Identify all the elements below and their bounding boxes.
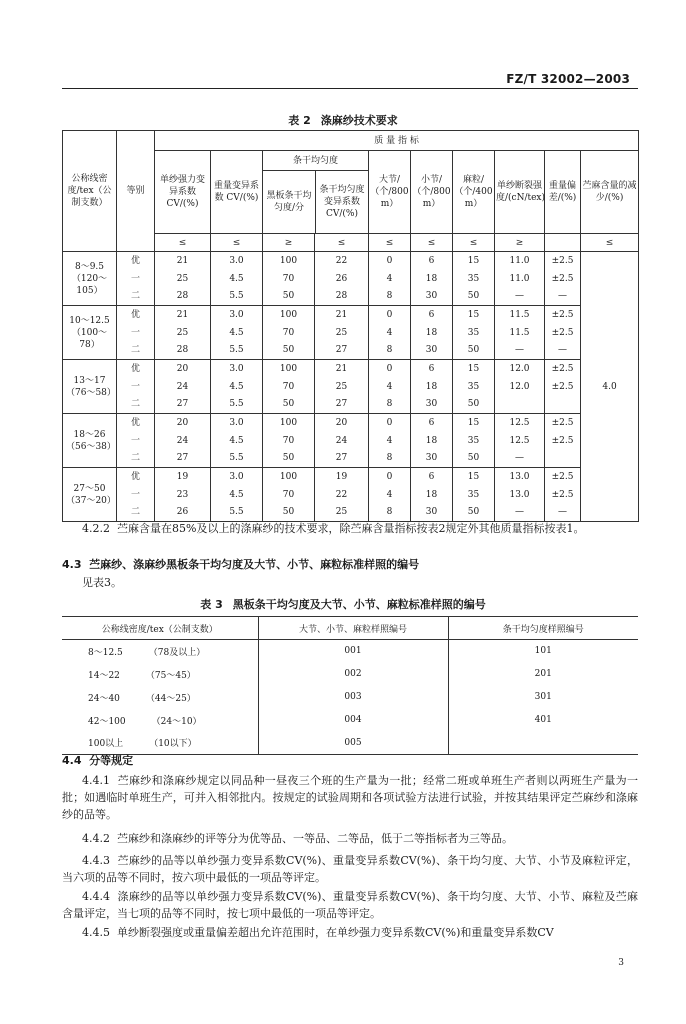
table3-density: 42～100 [88, 716, 126, 727]
table3-body [62, 640, 638, 755]
table2-limit: ≤ [315, 234, 369, 252]
table2-value-cell: — [545, 342, 581, 360]
table2-value-cell: 15 [453, 468, 495, 486]
table2-value-cell: 5.5 [211, 504, 263, 522]
table3-metric-count: （75～45） [145, 670, 196, 681]
table2-value-cell: 70 [263, 486, 315, 504]
para-text: 苎麻纱和涤麻纱的评等分为优等品、一等品、二等品，低于二等指标者为三等品。 [117, 832, 513, 845]
table2-value-cell: 12.0 [495, 360, 545, 378]
table2-value-cell: 8 [369, 504, 411, 522]
table3-density-cell [62, 709, 258, 732]
table2-value-cell: 100 [263, 252, 315, 270]
table2-value-cell: 27 [315, 342, 369, 360]
table3 [62, 616, 638, 755]
table2-value-cell: 20 [315, 414, 369, 432]
see-table3: 见表3。 [82, 576, 122, 589]
para-4-4-4 [62, 888, 638, 922]
table2-value-cell: 26 [315, 270, 369, 288]
table2-value-cell: 21 [155, 252, 211, 270]
table2-value-cell: 12.0 [495, 378, 545, 396]
table2-value-cell: 22 [315, 252, 369, 270]
table3-metric-count: （10以下） [149, 739, 197, 750]
table2-value-cell: 0 [369, 414, 411, 432]
table2-grade-cell: 一 [117, 432, 155, 450]
table2-value-cell: 28 [155, 288, 211, 306]
para-text: 涤麻纱的品等以单纱强力变异系数CV(%)、重量变异系数CV(%)、条干均匀度、大节、小节、麻粒及苎麻含量评定，当七项的品等不同时，按七项中最低的一项品等评定。 [62, 890, 638, 920]
table3-metric-count: （78及以上） [148, 647, 206, 658]
table2-value-cell: 70 [263, 432, 315, 450]
table2-value-cell: 24 [315, 432, 369, 450]
table2-limit: ≥ [263, 234, 315, 252]
table2-value-cell: 27 [315, 396, 369, 414]
section-title: 分等规定 [89, 754, 134, 767]
table2-value-cell: 22 [315, 486, 369, 504]
table3-density-cell [62, 640, 258, 663]
table2-value-cell: — [495, 504, 545, 522]
table2-value-cell: 30 [411, 396, 453, 414]
table2-value-cell: 3.0 [211, 306, 263, 324]
table2-value-cell: 18 [411, 378, 453, 396]
para-num: 4.2.2 [82, 522, 110, 535]
table2-value-cell: 35 [453, 378, 495, 396]
table2-grade-cell: 一 [117, 270, 155, 288]
table2-value-cell: 27 [315, 450, 369, 468]
table3-knot-photo-no: 004 [258, 709, 448, 732]
table3-metric-count: （44～25） [145, 693, 196, 704]
table2-value-cell: 70 [263, 324, 315, 342]
table2-value-cell: 6 [411, 414, 453, 432]
table2-value-cell: 0 [369, 252, 411, 270]
table2-value-cell: 6 [411, 306, 453, 324]
table2-value-cell: 13.0 [495, 468, 545, 486]
table2-col-nep: 麻粒/（个/400 m） [453, 151, 495, 234]
table2-value-cell: 4.5 [211, 324, 263, 342]
standard-number: FZ/T 32002—2003 [506, 72, 630, 86]
table3-title: 黑板条干均匀度及大节、小节、麻粒标准样照的编号 [232, 598, 486, 611]
table2-value-cell: 50 [263, 342, 315, 360]
table2-value-cell: 50 [453, 342, 495, 360]
table2-value-cell: 35 [453, 324, 495, 342]
table2-limit: ≥ [495, 234, 545, 252]
table3-number: 表 3 [200, 598, 223, 611]
table2-value-cell: 100 [263, 414, 315, 432]
table2-grade-cell: 二 [117, 288, 155, 306]
table2-limit: ≤ [155, 234, 211, 252]
table-row [63, 504, 639, 522]
table3-evenness-photo-no: 101 [448, 640, 638, 663]
table2-grade-cell: 优 [117, 468, 155, 486]
table2-value-cell: 50 [453, 288, 495, 306]
table2-value-cell: 3.0 [211, 252, 263, 270]
table3-evenness-photo-no: 301 [448, 686, 638, 709]
table2-value-cell: 15 [453, 414, 495, 432]
para-text: 苎麻纱和涤麻纱规定以同品种一昼夜三个班的生产量为一批；经常二班或单班生产者则以两班生产量为一批；如遇临时单班生产，可并入相邻批内。按规定的试验周期和各项试验方法进行试验，并按其结果评定苎麻纱和涤麻纱的品等。 [62, 774, 638, 821]
table2-value-cell: 4.5 [211, 486, 263, 504]
section-4-4 [62, 752, 638, 769]
table2-value-cell: ±2.5 [545, 324, 581, 342]
table2-value-cell: 3.0 [211, 468, 263, 486]
table2-value-cell: 50 [453, 450, 495, 468]
table2-col-density: 公称线密度/tex（公制支数） [63, 131, 117, 252]
table2-value-cell: 18 [411, 486, 453, 504]
table3-evenness-photo-no: 201 [448, 663, 638, 686]
para-num: 4.4.4 [82, 890, 110, 903]
table2-value-cell: 25 [315, 378, 369, 396]
section-num: 4.4 [62, 754, 82, 767]
table2-value-cell: 0 [369, 360, 411, 378]
table2-col-strength-cv: 单纱强力变异系数 CV/(%) [155, 151, 211, 234]
table2-value-cell: 13.0 [495, 486, 545, 504]
table2-value-cell [495, 396, 545, 414]
table3-col-evenness-photo: 条干均匀度样照编号 [448, 617, 638, 640]
table2-value-cell: 19 [315, 468, 369, 486]
table-row [63, 486, 639, 504]
table2-value-cell: 8 [369, 342, 411, 360]
table2-col-evenness-cv: 条干均匀度变异系数 CV/(%) [319, 185, 365, 219]
para-4-4-2 [62, 830, 638, 847]
table2-value-cell: 8 [369, 450, 411, 468]
table2-value-cell: 4 [369, 486, 411, 504]
table2-value-cell: ±2.5 [545, 306, 581, 324]
para-4-4-5 [62, 924, 638, 941]
table-row [63, 414, 639, 432]
para-4-4-1 [62, 772, 638, 823]
table2-value-cell: 18 [411, 432, 453, 450]
table-row [63, 288, 639, 306]
table2-value-cell: — [495, 450, 545, 468]
table2-value-cell: 11.0 [495, 270, 545, 288]
table2-value-cell: 50 [263, 396, 315, 414]
table2-body [63, 252, 639, 522]
table2-value-cell: 21 [155, 306, 211, 324]
table3-knot-photo-no: 005 [258, 732, 448, 755]
table3-caption [0, 596, 686, 612]
table2-value-cell: 100 [263, 360, 315, 378]
table2-col-weight-cv: 重量变异系数 CV/(%) [211, 151, 263, 234]
table2-number: 表 2 [288, 114, 311, 127]
table2-col-small-knot: 小节/（个/800 m） [411, 151, 453, 234]
table2-value-cell: 19 [155, 468, 211, 486]
table2-col-ramie-reduction: 苎麻含量的减少/(%) [581, 151, 639, 234]
table2-value-cell: 18 [411, 324, 453, 342]
table2-value-cell: 4 [369, 378, 411, 396]
table-row [63, 396, 639, 414]
table2-value-cell: 25 [155, 270, 211, 288]
table2-value-cell: 4 [369, 324, 411, 342]
table-row [63, 378, 639, 396]
table2-value-cell: 6 [411, 252, 453, 270]
table2-value-cell: 4.5 [211, 270, 263, 288]
table3-density: 14～22 [88, 670, 120, 681]
table2-limit: ≤ [581, 234, 639, 252]
table3-col-knot-photo: 大节、小节、麻粒样照编号 [258, 617, 448, 640]
table2-grade-cell: 优 [117, 306, 155, 324]
table-row [63, 252, 639, 270]
table3-density-cell [62, 663, 258, 686]
table2-value-cell: 6 [411, 468, 453, 486]
table-row [62, 709, 638, 732]
table2-value-cell: 50 [263, 504, 315, 522]
para-text: 苎麻纱的品等以单纱强力变异系数CV(%)、重量变异系数CV(%)、条干均匀度、大节、小节及麻粒评定，当六项的品等不同时，按六项中最低的一项品等评定。 [62, 854, 638, 884]
table2-value-cell: 12.5 [495, 414, 545, 432]
table2-quality-group: 质 量 指 标 [155, 131, 639, 151]
table2-value-cell: 20 [155, 414, 211, 432]
table2 [62, 130, 639, 522]
table2-value-cell: 25 [155, 324, 211, 342]
table2-density-cell: 13～17（76～58） [63, 360, 117, 414]
table2-value-cell: 24 [155, 432, 211, 450]
table2-value-cell: 5.5 [211, 396, 263, 414]
table2-caption [0, 112, 686, 128]
table3-density-cell [62, 686, 258, 709]
para-num: 4.4.5 [82, 926, 110, 939]
table2-value-cell: — [495, 342, 545, 360]
table2-value-cell [545, 396, 581, 414]
table2-value-cell: — [495, 288, 545, 306]
table2-value-cell: 8 [369, 288, 411, 306]
table3-evenness-photo-no: 401 [448, 709, 638, 732]
section-4-3 [62, 556, 638, 573]
table2-value-cell: 3.0 [211, 360, 263, 378]
para-text: 单纱断裂强度或重量偏差超出允许范围时，在单纱强力变异系数CV(%)和重量变异系数CV [117, 926, 554, 939]
table2-density-cell: 10～12.5（100～78） [63, 306, 117, 360]
table2-value-cell: ±2.5 [545, 432, 581, 450]
table2-value-cell: 27 [155, 450, 211, 468]
table-row [62, 640, 638, 663]
table2-col-tenacity: 单纱断裂强度/(cN/tex) [495, 151, 545, 234]
table2-ramie-reduction-value: 4.0 [581, 252, 639, 522]
table2-value-cell [545, 450, 581, 468]
table2-value-cell: ±2.5 [545, 414, 581, 432]
table2-value-cell: 35 [453, 486, 495, 504]
table-row [63, 270, 639, 288]
table2-value-cell: 50 [453, 396, 495, 414]
table2-value-cell: ±2.5 [545, 378, 581, 396]
table2-value-cell: 35 [453, 432, 495, 450]
table3-knot-photo-no: 003 [258, 686, 448, 709]
table2-value-cell: 28 [315, 288, 369, 306]
table2-value-cell: 15 [453, 360, 495, 378]
table2-value-cell: 70 [263, 378, 315, 396]
table2-grade-cell: 优 [117, 360, 155, 378]
table2-grade-cell: 二 [117, 450, 155, 468]
table2-value-cell: 25 [315, 324, 369, 342]
table2-value-cell: 30 [411, 288, 453, 306]
table2-value-cell: 11.5 [495, 306, 545, 324]
table2-value-cell: 11.0 [495, 252, 545, 270]
table2-value-cell: 11.5 [495, 324, 545, 342]
table2-col-weight-dev: 重量偏差/(%) [545, 151, 581, 234]
table2-value-cell: 35 [453, 270, 495, 288]
header-rule [62, 88, 638, 89]
table3-density: 100以上 [88, 739, 124, 750]
table2-value-cell: 18 [411, 270, 453, 288]
section-num: 4.3 [62, 558, 82, 571]
para-4-2-2 [62, 520, 638, 537]
table2-title: 涤麻纱技术要求 [320, 114, 398, 127]
table3-density: 24～40 [88, 693, 120, 704]
table2-value-cell: 25 [315, 504, 369, 522]
table2-value-cell: 3.0 [211, 414, 263, 432]
table2-grade-cell: 二 [117, 396, 155, 414]
table2-grade-cell: 一 [117, 378, 155, 396]
table2-limit: ≤ [411, 234, 453, 252]
table2-grade-cell: 二 [117, 342, 155, 360]
table2-value-cell: 30 [411, 504, 453, 522]
table2-value-cell: 15 [453, 252, 495, 270]
table2-value-cell: 50 [263, 450, 315, 468]
table2-value-cell: 5.5 [211, 288, 263, 306]
table-row [63, 360, 639, 378]
table2-evenness-group-cell [263, 151, 369, 234]
table2-value-cell: 12.5 [495, 432, 545, 450]
para-4-4-3 [62, 852, 638, 886]
table2-value-cell: — [545, 288, 581, 306]
table2-value-cell: ±2.5 [545, 468, 581, 486]
table2-value-cell: 5.5 [211, 342, 263, 360]
table2-grade-cell: 一 [117, 486, 155, 504]
table2-value-cell: ±2.5 [545, 270, 581, 288]
table3-metric-count: （24～10） [151, 716, 202, 727]
table2-grade-cell: 优 [117, 252, 155, 270]
table2-value-cell: 21 [315, 360, 369, 378]
table2-density-cell: 8～9.5（120～105） [63, 252, 117, 306]
table2-value-cell: — [545, 504, 581, 522]
section-title: 苎麻纱、涤麻纱黑板条干均匀度及大节、小节、麻粒标准样照的编号 [89, 558, 420, 571]
table2-value-cell: 50 [453, 504, 495, 522]
table2-value-cell: 8 [369, 396, 411, 414]
table2-value-cell: 21 [315, 306, 369, 324]
table2-value-cell: 24 [155, 378, 211, 396]
table2-value-cell: 30 [411, 342, 453, 360]
table2-value-cell: 6 [411, 360, 453, 378]
page-number: 3 [618, 958, 624, 968]
table2-value-cell: 20 [155, 360, 211, 378]
table2-limit: ≤ [453, 234, 495, 252]
table3-density: 8～12.5 [88, 647, 123, 658]
table2-value-cell: 5.5 [211, 450, 263, 468]
table2-value-cell: 4.5 [211, 378, 263, 396]
para-text: 苎麻含量在85%及以上的涤麻纱的技术要求，除苎麻含量指标按表2规定外其他质量指标按表1。 [117, 522, 585, 535]
para-num: 4.4.2 [82, 832, 110, 845]
table2-value-cell: 23 [155, 486, 211, 504]
table2-value-cell: 28 [155, 342, 211, 360]
table2-value-cell: 70 [263, 270, 315, 288]
table-row [63, 468, 639, 486]
table2-limit: ≤ [211, 234, 263, 252]
table-row [63, 324, 639, 342]
table-row [62, 663, 638, 686]
table2-value-cell: 15 [453, 306, 495, 324]
table3-col-density: 公称线密度/tex（公制支数） [62, 617, 258, 640]
table3-knot-photo-no: 001 [258, 640, 448, 663]
table2-value-cell: 50 [263, 288, 315, 306]
table-row [63, 306, 639, 324]
table2-limit: ≤ [369, 234, 411, 252]
table2-grade-cell: 一 [117, 324, 155, 342]
table2-limit [545, 234, 581, 252]
table2-grade-cell: 二 [117, 504, 155, 522]
table-row [62, 686, 638, 709]
table2-col-grade: 等别 [117, 131, 155, 252]
table2-value-cell: ±2.5 [545, 486, 581, 504]
table2-value-cell: 27 [155, 396, 211, 414]
table2-col-board-evenness: 黑板条干均匀度/分 [263, 171, 316, 233]
table2-density-cell: 18～26（56～38） [63, 414, 117, 468]
table2-value-cell: 100 [263, 306, 315, 324]
table2-density-cell: 27～50（37～20） [63, 468, 117, 522]
table2-value-cell: 30 [411, 450, 453, 468]
table2-value-cell: 0 [369, 306, 411, 324]
table2-value-cell: 100 [263, 468, 315, 486]
table2-grade-cell: 优 [117, 414, 155, 432]
table2-evenness-subcols [263, 171, 368, 233]
table3-knot-photo-no: 002 [258, 663, 448, 686]
table2-value-cell: 4 [369, 432, 411, 450]
table2-evenness-group: 条干均匀度 [263, 151, 368, 171]
table2-value-cell: 26 [155, 504, 211, 522]
table-row [63, 342, 639, 360]
table2-value-cell: ±2.5 [545, 360, 581, 378]
para-num: 4.4.3 [82, 854, 110, 867]
table-row [63, 432, 639, 450]
table2-col-big-knot: 大节/（个/800 m） [369, 151, 411, 234]
table2-value-cell: 4 [369, 270, 411, 288]
table2-value-cell: 0 [369, 468, 411, 486]
table2-value-cell: 4.5 [211, 432, 263, 450]
para-num: 4.4.1 [82, 774, 110, 787]
table2-value-cell: ±2.5 [545, 252, 581, 270]
table-row [63, 450, 639, 468]
